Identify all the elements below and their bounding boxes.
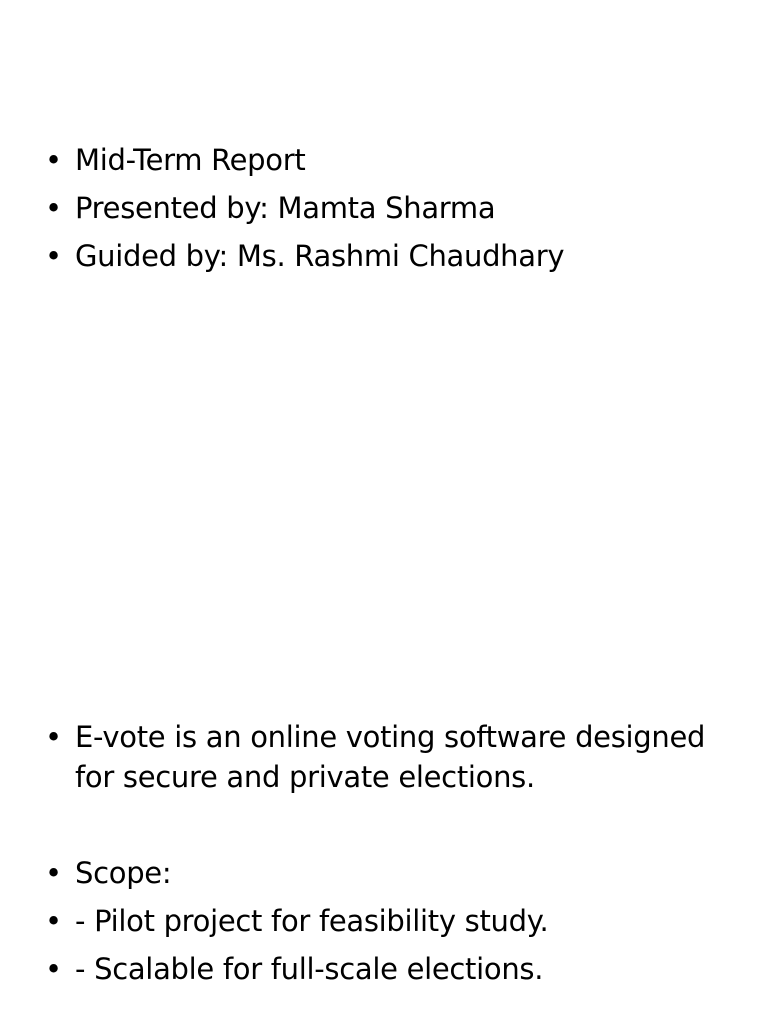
bullet-icon: •	[45, 191, 62, 225]
slide-title	[0, 140, 768, 284]
bullet-text: Scope:	[75, 856, 172, 890]
bullet-icon: •	[45, 952, 62, 986]
bullet-text: Mid-Term Report	[75, 143, 306, 177]
bullet-item-description	[0, 717, 768, 797]
bullet-text: - Pilot project for feasibility study.	[75, 904, 549, 938]
bullet-item-scope-pilot	[0, 901, 768, 949]
bullet-item-guide	[0, 236, 768, 284]
bullet-item-presenter	[0, 188, 768, 236]
bullet-icon: •	[45, 720, 62, 754]
bullet-text: Guided by: Ms. Rashmi Chaudhary	[75, 239, 565, 273]
bullet-icon: •	[45, 239, 62, 273]
bullet-item-scope-scalable	[0, 949, 768, 997]
overview-bullet-list	[0, 717, 768, 797]
bullet-icon: •	[45, 143, 62, 177]
bullet-text: E-vote is an online voting software designed for secure and private elections.	[75, 720, 706, 794]
bullet-text: - Scalable for full-scale elections.	[75, 952, 544, 986]
bullet-icon: •	[45, 904, 62, 938]
bullet-item-report	[0, 140, 768, 188]
bullet-text: Presented by: Mamta Sharma	[75, 191, 496, 225]
title-bullet-list	[0, 140, 768, 284]
bullet-item-scope-heading	[0, 853, 768, 901]
scope-bullet-list	[0, 853, 768, 997]
slide-overview	[0, 717, 768, 997]
spacer	[0, 797, 768, 853]
bullet-icon: •	[45, 856, 62, 890]
